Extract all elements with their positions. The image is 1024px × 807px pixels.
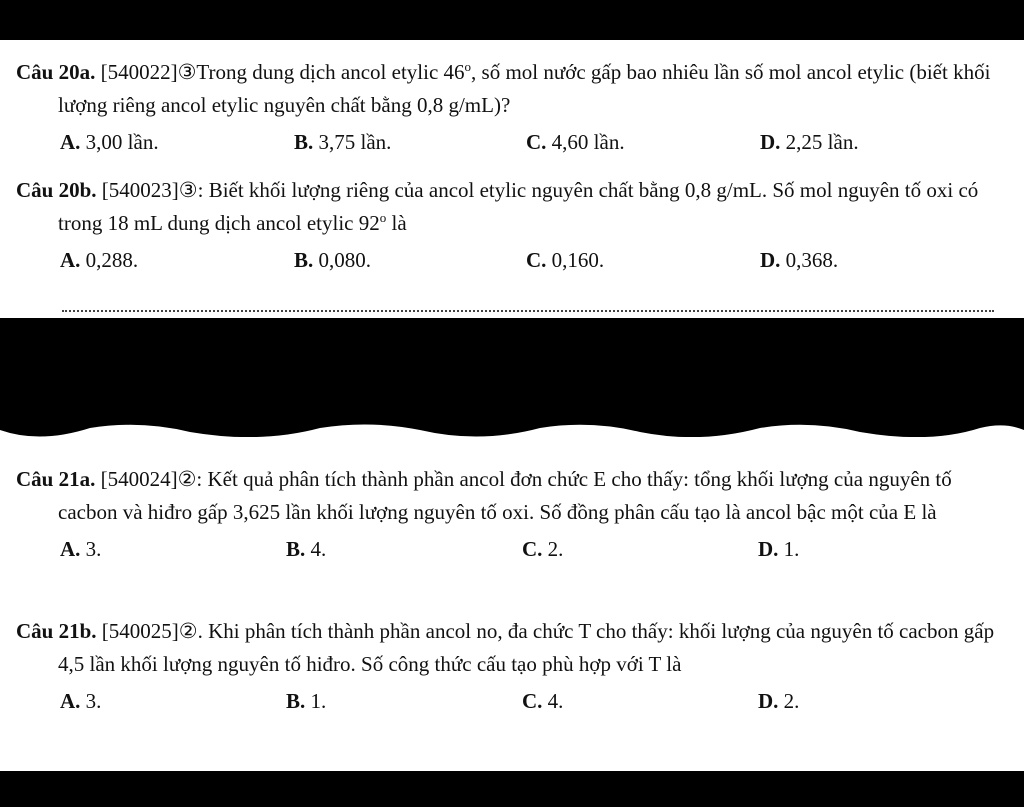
answer-options	[16, 126, 1006, 159]
question-text: Khi phân tích thành phần ancol no, đa chức T cho thấy: khối lượng của nguyên tố cacbon gấp 4,5 lần khối lượng nguyên tố hiđro. Số công thức cấu tạo phù hợp với T là	[58, 619, 995, 676]
option-b: B. 4.	[286, 537, 327, 561]
question-20b	[16, 174, 1006, 277]
answer-options	[16, 685, 1006, 718]
question-stem	[16, 463, 1006, 529]
degree-mark: o	[464, 59, 472, 74]
upper-page-section	[0, 40, 1024, 318]
option-b: B. 3,75 lần.	[294, 130, 392, 154]
degree-mark: o	[379, 210, 387, 225]
option-c: C. 4,60 lần.	[526, 130, 625, 154]
question-code: [540023]③:	[101, 178, 204, 202]
option-b: B. 0,080.	[294, 248, 372, 272]
question-code: [540022]③	[100, 60, 197, 84]
question-number: Câu 20b.	[16, 178, 97, 202]
option-b: B. 1.	[286, 689, 327, 713]
question-20a	[16, 56, 1006, 159]
question-21a	[16, 463, 1006, 566]
option-c: C. 2.	[522, 537, 564, 561]
question-text-cont: , số mol nước gấp bao nhiêu lần số mol ancol etylic (biết khối lượng riêng ancol etylic nguyên chất bằng 0,8 g/mL)?	[58, 60, 991, 117]
option-a: A. 3.	[60, 537, 102, 561]
question-number: Câu 21b.	[16, 619, 97, 643]
question-number: Câu 20a.	[16, 60, 96, 84]
question-stem	[16, 56, 1006, 122]
option-c: C. 0,160.	[526, 248, 605, 272]
option-a: A. 3.	[60, 689, 102, 713]
question-code: [540025]②.	[101, 619, 203, 643]
answer-options	[16, 533, 1006, 566]
dotted-divider	[62, 310, 994, 312]
question-text-cont: là	[386, 211, 407, 235]
question-number: Câu 21a.	[16, 467, 96, 491]
option-a: A. 3,00 lần.	[60, 130, 159, 154]
option-c: C. 4.	[522, 689, 564, 713]
question-code: [540024]②:	[100, 467, 203, 491]
option-d: D. 1.	[758, 537, 800, 561]
option-d: D. 2,25 lần.	[760, 130, 859, 154]
option-d: D. 0,368.	[760, 248, 839, 272]
option-a: A. 0,288.	[60, 248, 139, 272]
question-text: Biết khối lượng riêng của ancol etylic nguyên chất bằng 0,8 g/mL. Số mol nguyên tố oxi có trong 18 mL dung dịch ancol etylic 92	[58, 178, 979, 235]
question-21b	[16, 615, 1006, 718]
question-stem	[16, 615, 1006, 681]
question-stem	[16, 174, 1006, 240]
option-d: D. 2.	[758, 689, 800, 713]
answer-options	[16, 244, 1006, 277]
question-text: Kết quả phân tích thành phần ancol đơn chức E cho thấy: tổng khối lượng của nguyên tố cacbon và hiđro gấp 3,625 lần khối lượng nguyên tố oxi. Số đồng phân cấu tạo là ancol bậc một của E là	[58, 467, 952, 524]
lower-page-section	[0, 437, 1024, 771]
question-text: Trong dung dịch ancol etylic 46	[196, 60, 465, 84]
